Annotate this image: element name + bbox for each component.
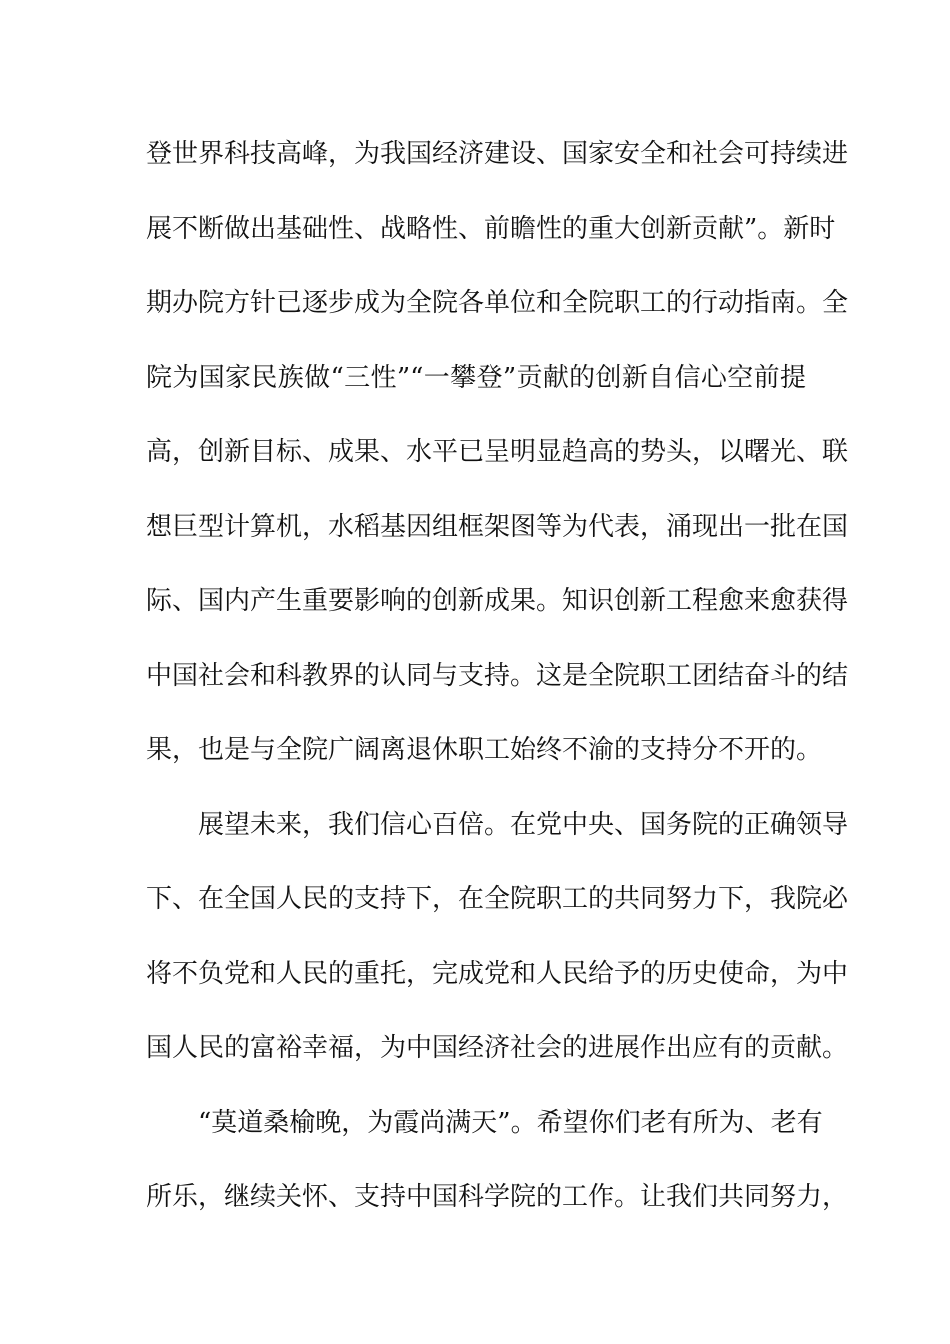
text-line	[146, 650, 849, 725]
text-line	[146, 575, 849, 650]
line-text: 高，创新目标、成果、水平已呈明显趋高的势头，以曙光、联	[146, 437, 849, 467]
line-text: 国人民的富裕幸福，为中国经济社会的进展作出应有的贡献。	[146, 1033, 849, 1063]
line-text: 登世界科技高峰，为我国经济建设、国家安全和社会可持续进	[146, 139, 849, 169]
text-line	[146, 1097, 823, 1172]
line-text: 院为国家民族做“三性”“一攀登”贡献的创新自信心空前提	[146, 362, 806, 393]
text-line	[146, 724, 823, 799]
text-line	[146, 128, 849, 203]
text-line	[146, 948, 849, 1023]
line-text: “莫道桑榆晚，为霞尚满天”。希望你们老有所为、老有	[198, 1107, 823, 1138]
line-text: 展望未来，我们信心百倍。在党中央、国务院的正确领导	[198, 809, 849, 840]
line-text: 际、国内产生重要影响的创新成果。知识创新工程愈来愈获得	[146, 586, 849, 616]
line-text: 想巨型计算机，水稻基因组框架图等为代表，涌现出一批在国	[146, 511, 849, 542]
line-text: 果，也是与全院广阔离退休职工始终不渝的支持分不开的。	[146, 735, 823, 765]
text-line	[146, 873, 849, 948]
line-text: 所乐，继续关怀、支持中国科学院的工作。让我们共同努力，	[146, 1182, 849, 1212]
line-text: 期办院方针已逐步成为全院各单位和全院职工的行动指南。全	[146, 288, 849, 318]
text-line	[146, 799, 849, 874]
text-line	[146, 426, 849, 501]
text-line	[146, 1022, 849, 1097]
line-text: 展不断做出基础性、战略性、前瞻性的重大创新贡献”。新时	[146, 213, 836, 244]
line-text: 下、在全国人民的支持下，在全院职工的共同努力下，我院必	[146, 884, 849, 914]
text-line	[146, 501, 849, 576]
text-line	[146, 352, 806, 427]
line-text: 中国社会和科教界的认同与支持。这是全院职工团结奋斗的结	[146, 660, 849, 691]
text-line	[146, 277, 849, 352]
body-text	[146, 128, 849, 1246]
text-line	[146, 203, 836, 278]
text-line	[146, 1171, 849, 1246]
line-text: 将不负党和人民的重托，完成党和人民给予的历史使命，为中	[146, 958, 849, 989]
